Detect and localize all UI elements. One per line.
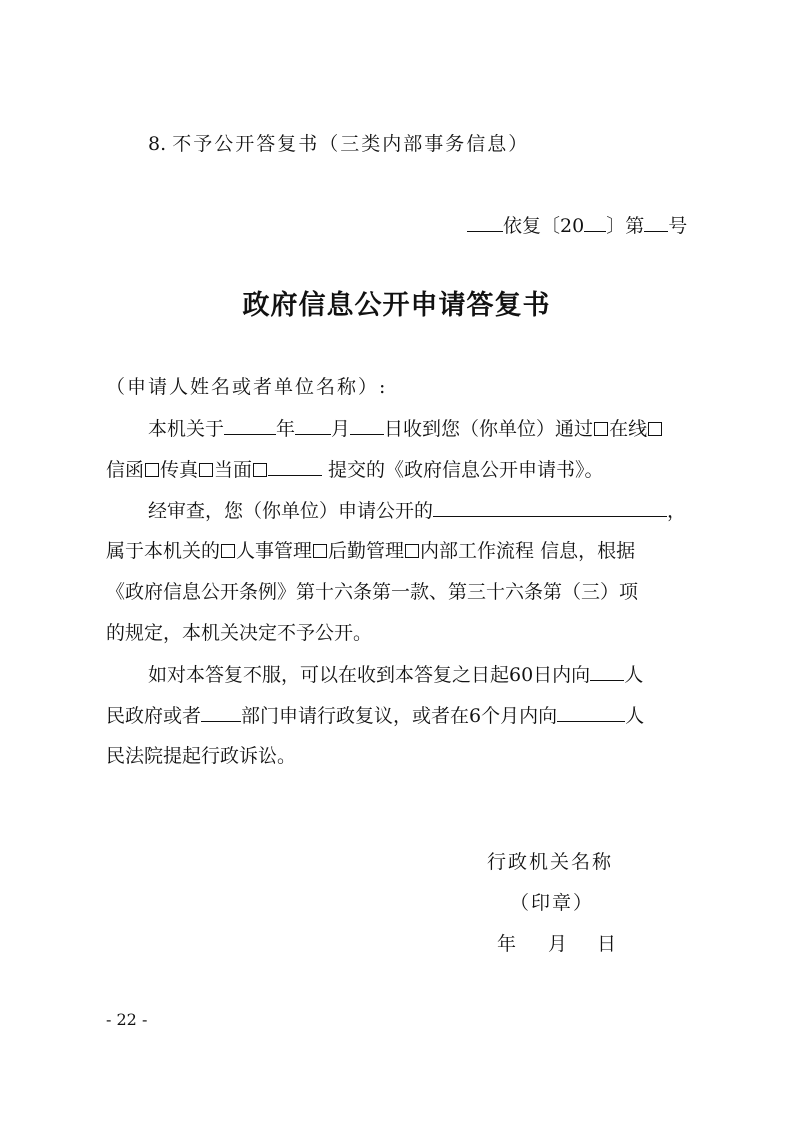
department-blank[interactable] xyxy=(201,703,241,722)
ref-year-blank[interactable] xyxy=(584,213,606,232)
checkbox-other[interactable] xyxy=(253,463,267,477)
ref-middle: 〕第 xyxy=(606,215,645,237)
other-method-blank[interactable] xyxy=(268,457,322,476)
paragraph-1-line-2: 信函 传真 当面 提交的《政府信息公开申请书》。 xyxy=(106,459,604,481)
checkbox-letter[interactable] xyxy=(648,422,662,436)
paragraph-3-line-2: 民政府或者 部门申请行政复议，或者在6个月内向 人 xyxy=(106,705,645,727)
section-number: 8. xyxy=(148,133,167,155)
checkbox-logistics[interactable] xyxy=(313,544,327,558)
checkbox-fax[interactable] xyxy=(145,463,159,477)
paragraph-3-line-1: 如对本答复不服，可以在收到本答复之日起60日内向 人 xyxy=(148,664,644,686)
paragraph-2-line-1: 经审查，您（你单位）申请公开的 ， xyxy=(148,500,687,522)
paragraph-3-line-3: 民法院提起行政诉讼。 xyxy=(106,745,297,767)
date-year-blank[interactable] xyxy=(224,416,276,435)
ref-prefix: 依复〔20 xyxy=(503,215,585,237)
date-day-blank[interactable] xyxy=(350,416,384,435)
addressee: （申请人姓名或者单位名称）: xyxy=(106,376,388,398)
ref-seq-blank[interactable] xyxy=(644,213,668,232)
court-blank[interactable] xyxy=(557,703,625,722)
checkbox-online[interactable] xyxy=(594,422,608,436)
section-heading xyxy=(148,132,529,156)
agency-name: 行政机关名称 xyxy=(487,851,614,873)
checkbox-personnel[interactable] xyxy=(221,544,235,558)
agency-abbrev-blank[interactable] xyxy=(467,213,503,232)
document-title: 政府信息公开申请答复书 xyxy=(242,290,551,321)
signature-date: 年 月 日 xyxy=(497,933,617,955)
date-month-blank[interactable] xyxy=(295,416,331,435)
seal: （印章） xyxy=(510,892,595,914)
paragraph-1-line-1: 本机关于 年 月 日收到您（你单位）通过 在线 xyxy=(148,416,663,441)
requested-info-blank[interactable] xyxy=(433,498,667,517)
paragraph-2-line-2: 属于本机关的 人事管理 后勤管理 内部工作流程 信息，根据 xyxy=(106,540,636,562)
paragraph-2-line-4: 的规定，本机关决定不予公开。 xyxy=(106,622,373,644)
ref-suffix: 号 xyxy=(668,215,688,237)
paragraph-2-line-3: 《政府信息公开条例》第十六条第一款、第三十六条第（三）项 xyxy=(106,581,639,603)
reference-number xyxy=(467,213,687,238)
checkbox-workflow[interactable] xyxy=(405,544,419,558)
page-number: - 22 - xyxy=(106,1010,148,1029)
checkbox-in-person[interactable] xyxy=(199,463,213,477)
section-heading-text: 不予公开答复书（三类内部事务信息） xyxy=(172,133,530,155)
government-blank[interactable] xyxy=(590,662,624,681)
